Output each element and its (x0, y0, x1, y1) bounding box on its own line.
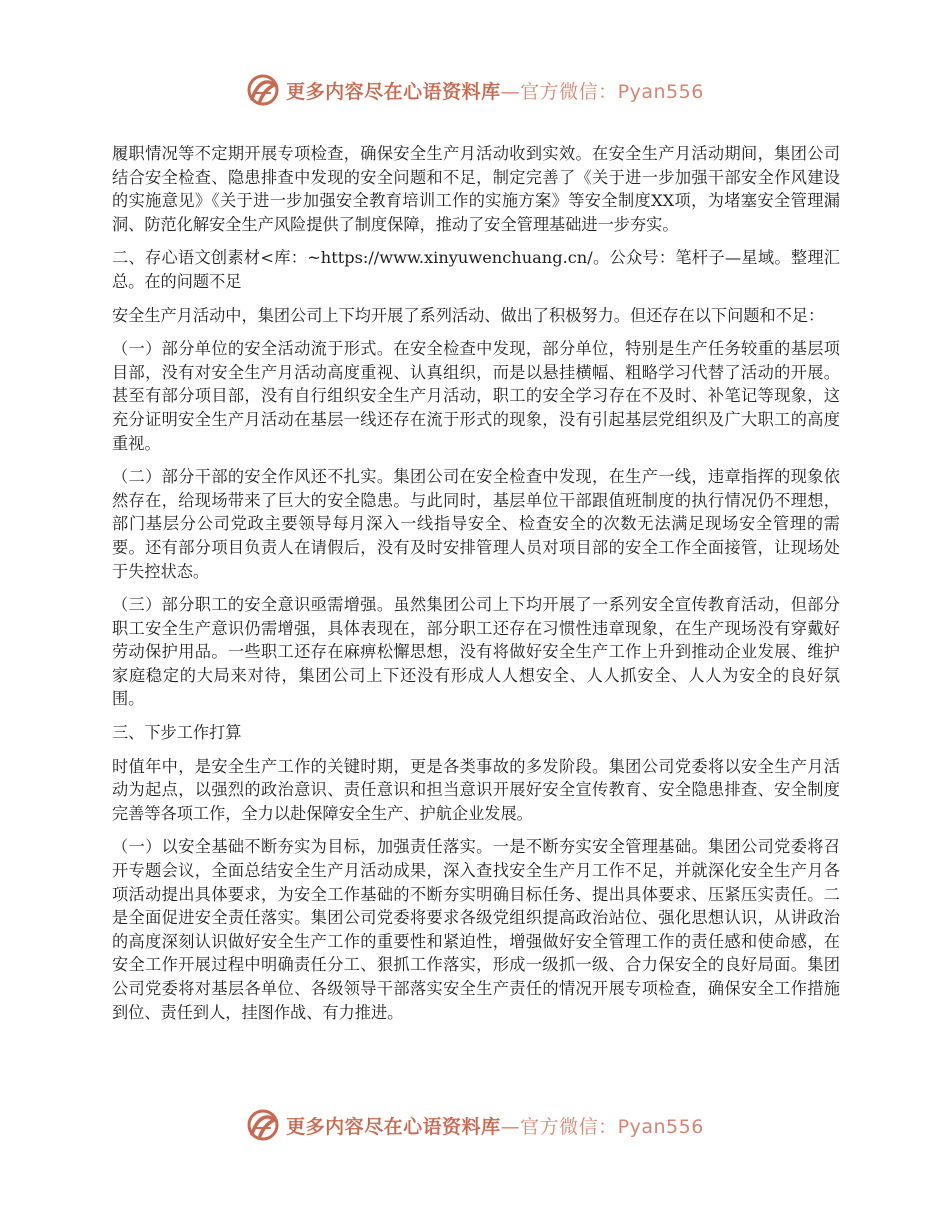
section-heading-3: 三、下步工作打算 (112, 723, 242, 743)
banner-sub-text: —官方微信：Pyan556 (500, 80, 704, 103)
footer-banner (0, 1105, 950, 1145)
section-heading-2: 二、存心语文创素材<库：~https://www.xinyuwenchuang.cn/。公众号：笔杆子—星域。整理汇总。在的问题不足 (112, 248, 840, 291)
paragraph: （三）部分职工的安全意识亟需增强。虽然集团公司上下均开展了一系列安全宣传教育活动，但部分职工安全生产意识仍需增强，具体表现在，部分职工还存在习惯性违章现象，在生产现场没有穿戴好劳动保护用品。一些职工还存在麻痹松懈思想，没有将做好安全生产工作上升到推动企业发展、维护家庭稳定的大局来对待，集团公司上下还没有形成人人想安全、人人抓安全、人人为安全的良好氛围。 (112, 595, 840, 709)
header-banner (0, 70, 950, 110)
handwritten-logo-icon (246, 1108, 280, 1142)
paragraph: 安全生产月活动中，集团公司上下均开展了系列活动、做出了积极努力。但还存在以下问题和不足： (112, 305, 825, 325)
banner-sub-text: —官方微信：Pyan556 (500, 1115, 704, 1138)
banner-main-text: 更多内容尽在心语资料库 (286, 1115, 501, 1138)
paragraph: （一）部分单位的安全活动流于形式。在安全检查中发现，部分单位，特别是生产任务较重的基层项目部，没有对安全生产月活动高度重视、认真组织，而是以悬挂横幅、粗略学习代替了活动的开展。甚至有部分项目部，没有自行组织安全生产月活动，职工的安全学习存在不及时、补笔记等现象，这充分证明安全生产月活动在基层一线还存在流于形式的现象，没有引起基层党组织及广大职工的高度重视。 (112, 339, 840, 453)
paragraph: （一）以安全基础不断夯实为目标，加强责任落实。一是不断夯实安全管理基础。集团公司党委将召开专题会议，全面总结安全生产月活动成果，深入查找安全生产月工作不足，并就深化安全生产月各项活动提出具体要求，为安全工作基础的不断夯实明确目标任务、提出具体要求、压紧压实责任。二是全面促进安全责任落实。集团公司党委将要求各级党组织提高政治站位、强化思想认识，从讲政治的高度深刻认识做好安全生产工作的重要性和紧迫性，增强做好安全管理工作的责任感和使命感，在安全工作开展过程中明确责任分工、狠抓工作落实，形成一级抓一级、合力保安全的良好局面。集团公司党委将对基层各单位、各级领导干部落实安全生产责任的情况开展专项检查，确保安全工作措施到位、责任到人，挂图作战、有力推进。 (112, 837, 840, 1022)
handwritten-logo-icon (246, 73, 280, 107)
paragraph: 时值年中，是安全生产工作的关键时期，更是各类事故的多发阶段。集团公司党委将以安全生产月活动为起点，以强烈的政治意识、责任意识和担当意识开展好安全宣传教育、安全隐患排查、安全制度完善等各项工作，全力以赴保障安全生产、护航企业发展。 (112, 756, 840, 823)
paragraph: 履职情况等不定期开展专项检查，确保安全生产月活动收到实效。在安全生产月活动期间，集团公司结合安全检查、隐患排查中发现的安全问题和不足，制定完善了《关于进一步加强干部安全作风建设的实施意见》《关于进一步加强安全教育培训工作的实施方案》等安全制度XX项，为堵塞安全管理漏洞、防范化解安全生产风险提供了制度保障，推动了安全管理基础进一步夯实。 (112, 144, 840, 234)
document-body (112, 142, 840, 1034)
banner-caption (286, 1112, 704, 1139)
banner-caption (286, 77, 704, 104)
paragraph: （二）部分干部的安全作风还不扎实。集团公司在安全检查中发现，在生产一线，违章指挥的现象依然存在，给现场带来了巨大的安全隐患。与此同时，基层单位干部跟值班制度的执行情况仍不理想，部门基层分公司党政主要领导每月深入一线指导安全、检查安全的次数无法满足现场安全管理的需要。还有部分项目负责人在请假后，没有及时安排管理人员对项目部的安全工作全面接管，让现场处于失控状态。 (112, 467, 840, 581)
banner-main-text: 更多内容尽在心语资料库 (286, 80, 501, 103)
